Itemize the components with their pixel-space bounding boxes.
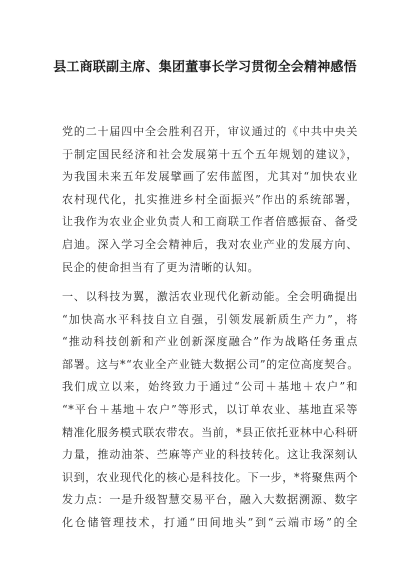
text-line: 让我作为农业企业负责人和工商联工作者倍感振奋、备受: [62, 215, 358, 229]
text-line: 部署。这与*“农业全产业链大数据公司”的定位高度契合。: [62, 357, 359, 371]
paragraph-section-one: [62, 286, 358, 535]
text-line: 我们成立以来，始终致力于通过“公司＋基地＋农户”和: [62, 380, 358, 394]
text-line: 一、以科技为翼，激活农业现代化新动能。全会明确提出: [62, 290, 358, 303]
text-line: “*平台＋基地＋农户”等形式，以订单农业、基地直采等: [62, 402, 358, 416]
text-line: 农村现代化，扎实推进乡村全面振兴”作出的系统部署，: [62, 192, 358, 206]
text-line: 精准化服务模式联农带农。当前，*县正依托亚林中心科研: [62, 425, 359, 439]
paragraph-intro: [62, 121, 358, 279]
text-line: 为我国未来五年发展擘画了宏伟蓝图，尤其对“加快农业: [62, 170, 358, 184]
text-line: 于制定国民经济和社会发展第十五个五年规划的建议》，: [62, 147, 358, 161]
text-line: 识到，农业现代化的核心是科技化。下一步，*将聚焦两个: [62, 470, 359, 484]
text-line: 化仓储管理技术，打通“田间地头”到“云端市场”的全: [62, 515, 358, 529]
text-line: 启迪。深入学习全会精神后，我对农业产业的发展方向、: [62, 237, 358, 251]
text-line: 党的二十届四中全会胜利召开，审议通过的《中共中央关: [62, 125, 358, 138]
text-line: 发力点：一是升级智慧交易平台，融入大数据溯源、数字: [62, 493, 358, 507]
document-title: 县工商联副主席、集团董事长学习贯彻全会精神感悟: [53, 60, 357, 75]
text-line: 力量，推动油茶、苎麻等产业的科技转化。这让我深刻认: [62, 448, 358, 462]
text-line: “加快高水平科技自立自强，引领发展新质生产力”，将: [62, 312, 358, 326]
text-line: 民企的使命担当有了更为清晰的认知。: [62, 260, 260, 274]
text-line: “推动科技创新和产业创新深度融合”作为战略任务重点: [62, 335, 358, 349]
